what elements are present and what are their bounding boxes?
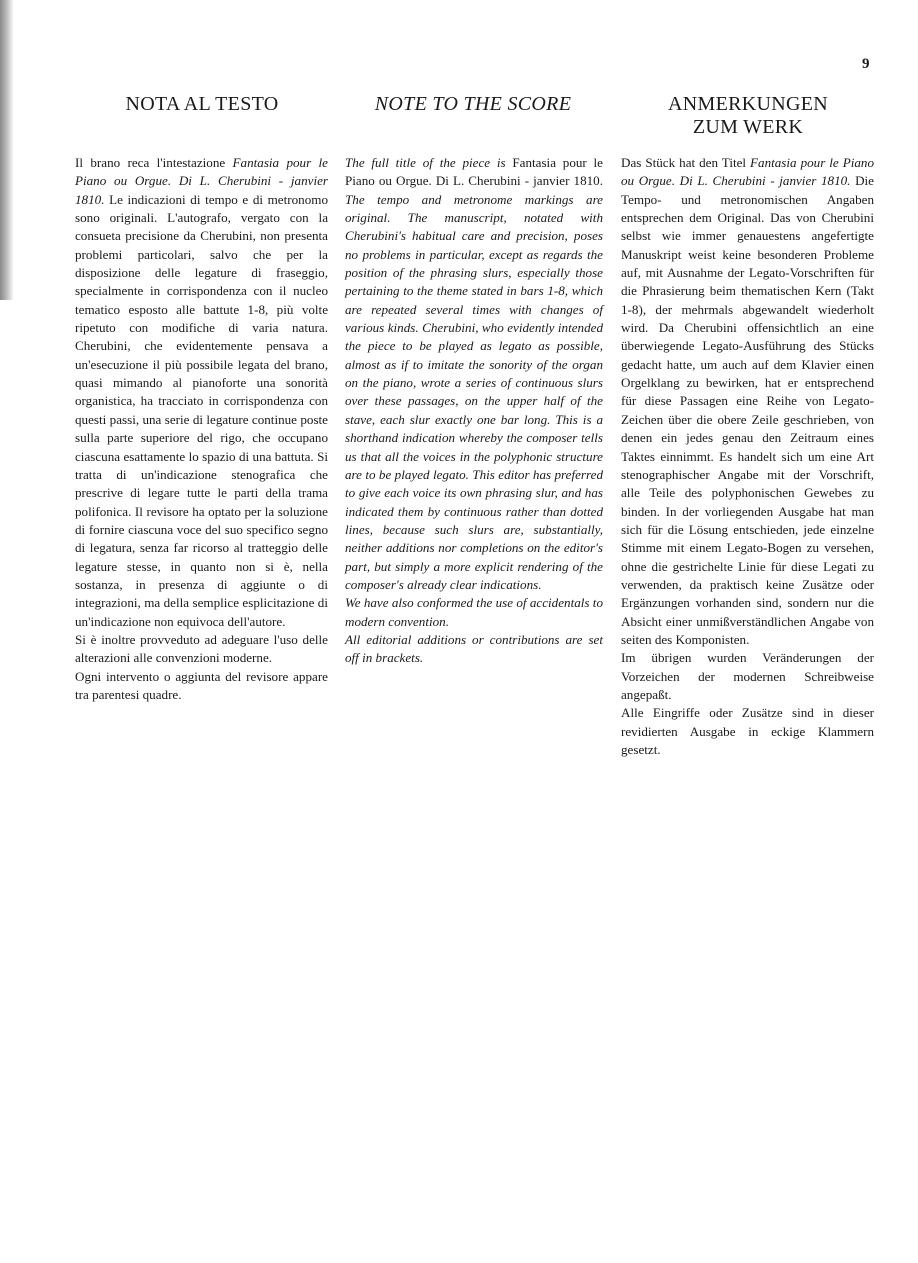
scan-edge-shadow [0, 0, 14, 300]
english-paragraph-2: We have also conformed the use of accidentals to modern convention. [345, 595, 603, 629]
english-heading: NOTE TO THE SCORE [374, 93, 572, 115]
italian-paragraph-1 [75, 154, 328, 631]
german-paragraph-3: Alle Eingriffe oder Zusätze sind in dieser revidierten Ausgabe in eckige Klammern gesetzt. [621, 705, 874, 757]
german-heading [636, 93, 860, 139]
italian-heading: NOTA AL TESTO [125, 93, 279, 115]
german-column [621, 154, 874, 759]
english-paragraph-1 [345, 154, 603, 594]
german-heading-line1: ANMERKUNGEN [668, 93, 828, 115]
italian-paragraph-3: Ogni intervento o aggiunta del revisore appare tra parentesi quadre. [75, 668, 328, 702]
italian-p1-lead: Il brano reca l'intestazione [75, 155, 233, 170]
german-piece-title: Fantasia pour le Piano ou Orgue. Di L. Cherubini - janvier 1810. [621, 155, 874, 189]
german-p1-lead: Das Stück hat den Titel [621, 155, 751, 170]
english-column [345, 154, 603, 668]
italian-piece-title: Fantasia pour le Piano ou Orgue. Di L. Cherubini - janvier 1810. [75, 155, 328, 207]
page-number: 9 [862, 56, 870, 72]
english-p1-lead: The full title of the piece is [345, 155, 513, 170]
italian-paragraph-2: Si è inoltre provveduto ad adeguare l'uso delle alterazioni alle convenzioni moderne. [75, 631, 328, 666]
italian-column [75, 154, 328, 704]
english-p1-body: The tempo and metronome markings are original. The manuscript, notated with Cherubini's habitual care and precision, poses no problems in particular, except as regards the position of the phrasing slurs, especially those pertaining to the theme stated in bars 1-8, which are repeated several times with changes of various kinds. Cherubini, who evidently intended the piece to be played as legato as possible, almost as if to imitate the sonority of the organ on the piano, wrote a series of continuous slurs over these passages, on the upper half of the stave, each slur exactly one bar long. This is a shorthand indication whereby the composer tells us that all the voices in the polyphonic structure are to be played legato. This editor has preferred to give each voice its own phrasing slur, and has indicated them by continuous rather than dotted lines, because such slurs are, substantially, neither additions nor completions on the editor's part, but simply a more explicit rendering of the composer's already clear indications. [345, 191, 603, 592]
italian-p1-body: Le indicazioni di tempo e di metronomo sono originali. L'autografo, vergato con la consueta precisione da Cherubini, non presenta problemi particolari, salvo che per la disposizione delle legature di fraseggio, specialmente in corrispondenza con il nucleo tematico esposto alle battute 1-8, più volte ripetuto con modifiche di varia natura. Cherubini, che evidentemente pensava a un'esecuzione il più possibile legata del brano, quasi mimando al pianoforte una sonorità organistica, ha tracciato in corrispondenza con questi passi, una serie di legature continue poste sulla parte superiore del rigo, che occupano ciascuna esattamente lo spazio di una battuta. Si tratta di un'indicazione stenografica che prescrive di legare tutte le parti della trama polifonica. Il revisore ha optato per la soluzione di fornire ciascuna voce del suo specifico segno di legatura, senza far ricorso al tratteggio delle legature stesse, in quanto non si è, nella sostanza, in presenza di aggiunte o di integrazioni, ma della semplice esplicitazione di un'indicazione non equivoca dell'autore. [75, 191, 328, 629]
german-paragraph-1 [621, 154, 874, 649]
german-heading-line2: ZUM WERK [692, 116, 804, 138]
german-p1-body: Die Tempo- und metronomischen Angaben entsprechen dem Original. Das von Cherubini selbst wie immer genauestens angefertigte Manuskript weist keine besonderen Probleme auf, mit Ausnahme der Legato-Vorschriften für die Phrasierung beim thematischen Kern (Takt 1-8), der mehrmals abgewandelt wiederholt wird. Da Cherubini offensichtlich an eine überwiegende Legato-Ausführung des Stücks gedacht hatte, um auch auf dem Klavier einen Orgelklang zu bewirken, hat er entsprechend für diese Passagen eine Reihe von Legato-Zeichen über die obere Zeile geschrieben, von denen ein jedes genau den Zeitraum eines Taktes einnimmt. Es handelt sich um eine Art stenographischer Angabe mit der Vorschrift, alle Teile des polyphonischen Gewebes zu binden. In der vorliegenden Ausgabe hat man sich für die Lösung entschieden, jede einzelne Stimme mit einem Legato-Bogen zu versehen, ohne die gestrichelte Linie für diese Legati zu verwenden, da praktisch keine Zusätze oder Ergänzungen vorhanden sind, sondern nur die Absicht einer unmißverständlichen Angabe von seiten des Komponisten. [621, 173, 874, 647]
german-paragraph-2: Im übrigen wurden Veränderungen der Vorzeichen der modernen Schreibweise angepaßt. [621, 650, 874, 702]
english-piece-title: Fantasia pour le Piano ou Orgue. Di L. Cherubini - janvier 1810. [345, 155, 603, 189]
english-paragraph-3: All editorial additions or contributions are set off in brackets. [345, 631, 603, 666]
